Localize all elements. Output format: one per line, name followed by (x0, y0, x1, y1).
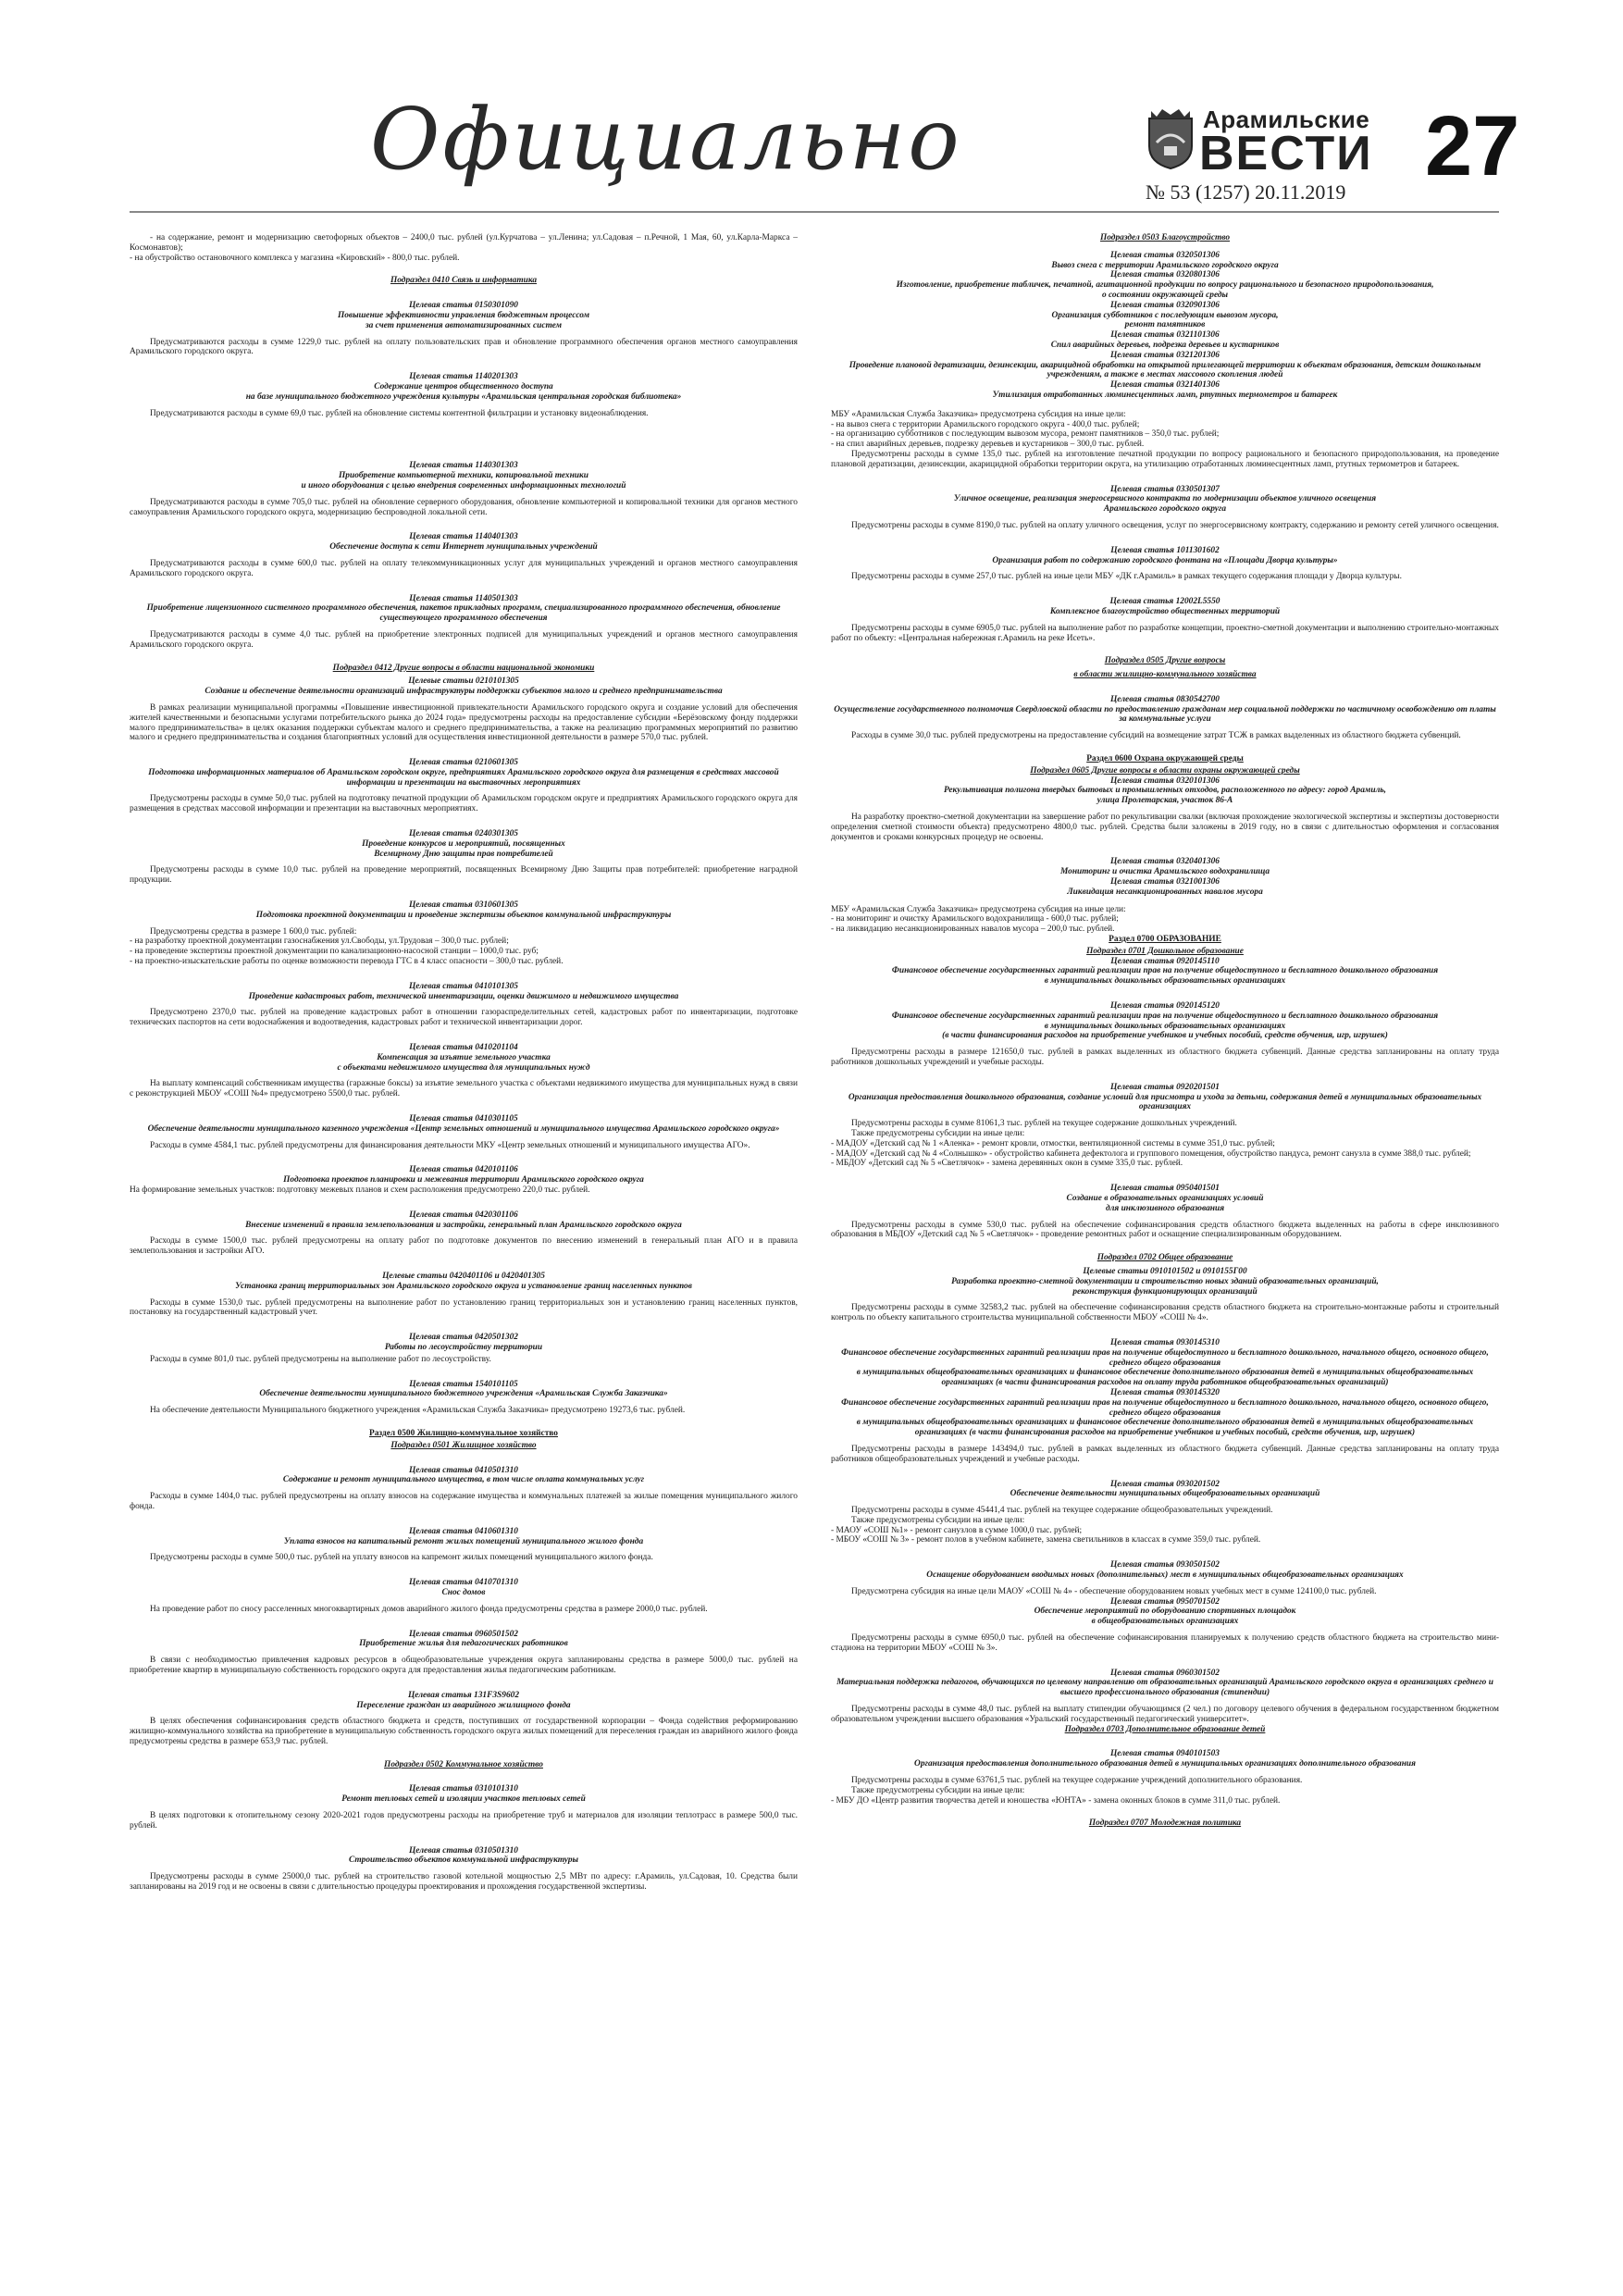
article-description: в муниципальных дошкольных образовательных организациях (1044, 1021, 1286, 1031)
article-description: в муниципальных дошкольных образовательных организациях (1044, 976, 1286, 987)
target-article: Целевая статья 0960501502 (409, 1629, 518, 1639)
article-description: Осуществление государственного полномочия Свердловской области по предоставлению гражданам мер социальной поддержки по частичному освобождению от платы за коммунальные услуги (834, 704, 1496, 725)
paragraph: Расходы в сумме 4584,1 тыс. рублей предусмотрены для финансирования деятельности МКУ «Центр земельных отношений и муниципального имущества АГО». (150, 1140, 750, 1150)
paragraph: На выплату компенсаций собственникам имущества (гаражные боксы) за изъятие земельного участка с объектами недвижимого имущества для муниципальных нужд в связи с реконструкцией МБОУ «СОШ №4» предусмотрено 5500,0 тыс. рублей. (130, 1079, 798, 1099)
paragraph: Также предусмотрены субсидии на иные цели: (851, 1785, 1025, 1795)
paragraph: Предусматриваются расходы в сумме 705,0 тыс. рублей на обновление серверного оборудования, обновление компьютерной и копировальной техники для органов местного самоуправления Арамильского городского округа, модернизацию беспроводной локальной сети. (130, 497, 798, 517)
article-description: Организация работ по содержанию городского фонтана на «Площади Дворца культуры» (992, 555, 1338, 565)
article-description: Переселение граждан из аварийного жилищного фонда (356, 1700, 571, 1710)
list-item: - на организацию субботников с последующим вывозом мусора, ремонт памятников – 350,0 тыс. рублей; (831, 429, 1220, 440)
article-description: Подготовка проектной документации и проведение экспертизы объектов коммунальной инфраструктуры (255, 910, 672, 920)
right-column (831, 233, 1499, 1832)
article-description: Повышение эффективности управления бюджетным процессом (337, 310, 590, 320)
list-item: - МБУ ДО «Центр развития творчества детей и юношества «ЮНТА» - замена оконных блоков в сумме 311,0 тыс. рублей. (831, 1795, 1281, 1806)
target-article: Целевая статья 0930145310 (1110, 1337, 1220, 1347)
paragraph: Предусмотрены расходы в сумме 257,0 тыс. рублей на иные цели МБУ «ДК г.Арамиль» в рамках текущего содержания площади у Дворца культуры. (851, 572, 1402, 582)
subsection-heading: Подраздел 0505 Другие вопросы (1104, 656, 1226, 666)
paragraph: Расходы в сумме 1500,0 тыс. рублей предусмотрены на оплату работ по подготовке документов по внесению изменений в генеральный план АГО и в правила землепользования и застройки АГО. (130, 1236, 798, 1257)
article-description: Обеспечение деятельности муниципальных общеобразовательных организаций (1010, 1489, 1320, 1499)
target-article: Целевая статья 0321101306 (1110, 330, 1220, 341)
subsection-heading: Подраздел 0707 Молодежная политика (1088, 1818, 1242, 1829)
article-description: Создание в образовательных организациях условий (1066, 1193, 1264, 1203)
article-description: Приобретение жилья для педагогических работников (359, 1639, 568, 1649)
paragraph: Предусматриваются расходы в сумме 4,0 тыс. рублей на приобретение электронных подписей для муниципальных учреждений и органов местного самоуправления Арамильского городского округа. (130, 629, 798, 650)
target-article: Целевая статья 0320901306 (1110, 300, 1220, 310)
target-article: Целевая статья 1140201303 (409, 372, 518, 382)
subsection-heading: Подраздел 0703 Дополнительное образование детей (1064, 1724, 1266, 1734)
page-number: 27 (1425, 99, 1520, 193)
article-description: Строительство объектов коммунальной инфраструктуры (348, 1855, 579, 1866)
target-article: Целевая статья 0410701310 (409, 1578, 518, 1588)
target-article: Целевая статья 0410501310 (409, 1465, 518, 1475)
target-article: Целевая статья 0420501302 (409, 1333, 518, 1343)
article-description: Утилизация отработанных люминесцентных ламп, ртутных термометров и батареек (992, 390, 1338, 400)
paragraph: На обеспечение деятельности Муниципального бюджетного учреждения «Арамильская Служба Заказчика» предусмотрено 19273,6 тыс. рублей. (150, 1406, 686, 1416)
target-article: Целевая статья 0940101503 (1110, 1749, 1220, 1759)
subsection-heading: Подраздел 0702 Общее образование (1096, 1253, 1233, 1263)
target-article: Целевая статья 0310601305 (409, 900, 518, 911)
article-description: Работы по лесоустройству территории (384, 1342, 543, 1352)
target-article: Целевая статья 0321401306 (1110, 380, 1220, 391)
target-article: Целевая статья 0420101106 (409, 1165, 518, 1175)
target-article: Целевая статья 0920145120 (1110, 1001, 1220, 1011)
paragraph: Предусматриваются расходы в сумме 69,0 тыс. рублей на обновление системы контентной фильтрации и установку видеонаблюдения. (150, 408, 649, 418)
subsection-heading: Подраздел 0701 Дошкольное образование (1086, 946, 1244, 956)
article-description: Финансовое обеспечение государственных гарантий реализации прав на получение общедоступного и бесплатного дошкольного образования (891, 1011, 1439, 1021)
article-description: Комплексное благоустройство общественных территорий (1049, 606, 1281, 616)
article-description: Ремонт тепловых сетей и изоляции участков тепловых сетей (341, 1794, 586, 1805)
section-heading: Раздел 0500 Жилищно-коммунальное хозяйство (368, 1428, 558, 1438)
article-description: Рекультивация полигона твердых бытовых и промышленных отходов, расположенного по адресу: город Арамиль, (943, 786, 1387, 796)
paragraph: МБУ «Арамильская Служба Заказчика» предусмотрена субсидия на иные цели: (831, 409, 1126, 419)
article-description: Всемирному Дню защиты прав потребителей (374, 849, 553, 859)
target-article: Целевая статья 0320101306 (1110, 776, 1220, 786)
target-article: Целевая статья 12002L5550 (1109, 597, 1220, 607)
article-description: Финансовое обеспечение государственных гарантий реализации прав на получение общедоступного и бесплатного дошкольного, начального общего, основного общего, среднего общего образования (841, 1397, 1489, 1418)
subsection-heading: Подраздел 0605 Другие вопросы в области охраны окружающей среды (1030, 765, 1300, 776)
paragraph: Предусмотрены расходы в сумме 63761,5 тыс. рублей на текущее содержание учреждений дополнительного образования. (851, 1776, 1303, 1786)
paragraph: Предусмотрены расходы в размере 143494,0 тыс. рублей в рамках выделенных из областного бюджета субвенций. Данные средства запланированы на оплату труда работников общеобразовательных учреждений и учебные расходы. (831, 1444, 1499, 1464)
list-item: - МАДОУ «Детский сад № 1 «Аленка» - ремонт кровли, отмостки, вентиляционной системы в сумме 351,0 тыс. рублей; (831, 1138, 1275, 1148)
target-article: Целевая статья 0950401501 (1110, 1184, 1220, 1194)
subsection-heading: Подраздел 0501 Жилищное хозяйство (390, 1440, 537, 1450)
target-article: Целевые статьи 0210101305 (408, 676, 519, 687)
article-description: Внесение изменений в правила землепользования и застройки, генеральный план Арамильского городского округа (245, 1220, 682, 1230)
article-description: Приобретение компьютерной техники, копировальной техники (339, 471, 588, 481)
paragraph: Предусмотрены расходы в сумме 6950,0 тыс. рублей на обеспечение софинансирования планируемых к получению средств областного бюджета на строительство мини-стадиона на территории МБОУ «СОШ № 3». (831, 1633, 1499, 1653)
paragraph: Предусмотрены средства в размере 1 600,0 тыс. рублей: (150, 926, 357, 937)
paragraph: Предусматриваются расходы в сумме 1229,0 тыс. рублей на оплату пользовательских прав и обновление программного обеспечения органов местного самоуправления Арамильского городского округа. (130, 337, 798, 357)
article-description: Содержание и ремонт муниципального имущества, в том числе оплата коммунальных услуг (282, 1475, 645, 1485)
paragraph: Предусмотрены расходы в сумме 6905,0 тыс. рублей на выполнение работ по разработке концепции, проектно-сметной документации и выполнению строительно-монтажных работ по объекту: «Центральная набережная г.Арамиль на реке Исеть». (831, 623, 1499, 643)
target-article: Целевая статья 131F3S9602 (407, 1690, 520, 1700)
target-article: Целевая статья 1011301602 (1110, 545, 1220, 555)
article-description: Уплата взносов на капитальный ремонт жилых помещений муниципального жилого фонда (283, 1536, 644, 1546)
article-description: Спил аварийных деревьев, подрезка деревьев и кустарников (1050, 340, 1280, 350)
article-description: Организация предоставления дошкольного образования, создание условий для присмотра и ухода за детьми, содержания детей в муниципальных образовательных организациях (848, 1092, 1482, 1112)
section-heading: Раздел 0600 Охрана окружающей среды (1086, 754, 1244, 764)
paragraph: Предусматриваются расходы в сумме 600,0 тыс. рублей на оплату телекоммуникационных услуг для муниципальных учреждений и органов местного самоуправления Арамильского городского округа. (130, 558, 798, 578)
paragraph: В связи с необходимостью привлечения кадровых ресурсов в общеобразовательные учреждения округа запланированы средства в размере 5000,0 тыс. рублей на приобретение квартир в муниципальную собственность городского округа для предоставления жилья педагогическим работникам. (130, 1656, 798, 1675)
paragraph: Предусмотрены расходы в сумме 530,0 тыс. рублей на обеспечение софинансирования средств областного бюджета выделенных на работы в сфере инклюзивного образования в МБДОУ «Детский сад № 5 «Светлячок» - проведение ремонтных работ и оснащение специализированным оборудованием. (831, 1220, 1499, 1240)
target-article: Целевая статья 0420301106 (409, 1210, 518, 1220)
article-description: Обеспечение доступа к сети Интернет муниципальных учреждений (329, 542, 598, 552)
list-item: - на мониторинг и очистку Арамильского водохранилища - 600,0 тыс. рублей; (831, 914, 1119, 925)
subsection-heading: в области жилищно-коммунального хозяйства (1073, 670, 1257, 680)
coat-of-arms-icon (1146, 105, 1196, 170)
article-description: Вывоз снега с территории Арамильского городского округа (1051, 260, 1279, 270)
target-article: Целевая статья 1140301303 (409, 461, 518, 471)
target-article: Целевая статья 0410301105 (409, 1114, 518, 1124)
target-article: Целевая статья 0950701502 (1110, 1596, 1220, 1607)
target-article: Целевая статья 0830542700 (1110, 694, 1220, 704)
target-article: Целевая статья 0321201306 (1110, 350, 1220, 360)
article-description: реконструкция функционирующих организаций (1072, 1286, 1258, 1297)
paragraph: Расходы в сумме 1530,0 тыс. рублей предусмотрены на выполнение работ по установлению границ территориальных зон и установлению границ населенных пунктов, постановку на государственный кадастровый учет. (130, 1297, 798, 1318)
list-item: - МАОУ «СОШ №1» - ремонт санузлов в сумме 1000,0 тыс. рублей; (831, 1525, 1083, 1535)
list-item: - МАДОУ «Детский сад № 4 «Солнышко» - обустройство кабинета дефектолога и группового помещения, обустройство пандуса, ремонт санузла в сумме 388,0 тыс. рублей; (831, 1148, 1471, 1159)
masthead (0, 0, 1623, 231)
list-item: - на разработку проектной документации газоснабжения ул.Свободы, ул.Трудовая – 300,0 тыс. рублей; (130, 937, 509, 947)
target-article: Целевая статья 0310101310 (409, 1784, 518, 1794)
list-item: - на проведение экспертизы проектной документации по канализационно-насосной станции – 1000,0 тыс. руб; (130, 947, 539, 957)
article-description: и иного оборудования с целью внедрения современных информационных технологий (301, 480, 626, 490)
list-item: - МБДОУ «Детский сад № 5 «Светлячок» - замена деревянных окон в сумме 335,0 тыс. рублей. (831, 1159, 1183, 1169)
article-description: Обеспечение деятельности муниципального бюджетного учреждения «Арамильская Служба Заказчика» (259, 1389, 668, 1399)
list-item: - на вывоз снега с территории Арамильского городского округа - 400,0 тыс. рублей; (831, 419, 1140, 429)
target-article: Целевая статья 0410101305 (409, 981, 518, 991)
paragraph: Расходы в сумме 30,0 тыс. рублей предусмотрены на предоставление субсидий на возмещение затрат ТСЖ в рамках выделенных из областного бюджета субвенций. (851, 731, 1461, 741)
paragraph: Предусмотрены расходы в сумме 81061,3 тыс. рублей на текущее содержание дошкольных учреждений. (851, 1119, 1237, 1129)
subsection-heading: Подраздел 0502 Коммунальное хозяйство (384, 1759, 543, 1769)
subsection-heading: Подраздел 0412 Другие вопросы в области национальной экономики (332, 663, 595, 673)
issue-info: № 53 (1257) 20.11.2019 (1146, 180, 1346, 204)
list-item: - на спил аварийных деревьев, подрезку деревьев и кустарников – 300,0 тыс. рублей. (831, 440, 1145, 450)
paragraph: Предусмотрены расходы в сумме 50,0 тыс. рублей на подготовку печатной продукции об Арамильском городском округе и предприятиях Арамильского городского округа для размещения в средствах массовой информации и презентации на выставочных мероприятиях. (130, 794, 798, 814)
paragraph: Предусмотрены расходы в сумме 500,0 тыс. рублей на уплату взносов на капремонт жилых помещений муниципального жилого фонда. (150, 1553, 653, 1563)
target-article: Целевая статья 0320801306 (1110, 270, 1220, 280)
article-description: Мониторинг и очистка Арамильского водохранилища (1059, 867, 1270, 877)
article-description: Установка границ территориальных зон Арамильского городского округа и установление границ населенных пунктов (235, 1281, 692, 1291)
article-description: Оснащение оборудованием вводимых новых (дополнительных) мест в муниципальных общеобразовательных организациях (926, 1570, 1404, 1581)
paragraph: Предусмотрены расходы в размере 121650,0 тыс. рублей в рамках выделенных из областного бюджета субвенций. Данные средства запланированы на оплату труда работников дошкольных учреждений и учебные расходы. (831, 1048, 1499, 1067)
paragraph: - на содержание, ремонт и модернизацию светофорных объектов – 2400,0 тыс. рублей (ул.Курчатова – ул.Ленина; ул.Садовая – п.Речной, 1 Мая, 60, ул.Карла-Маркса – Космонавтов); (130, 233, 798, 253)
left-column (130, 233, 798, 1893)
paragraph: На проведение работ по сносу расселенных многоквартирных домов аварийного жилого фонда предусмотрены средства в размере 2000,0 тыс. рублей. (150, 1604, 708, 1614)
target-article: Целевая статья 0930501502 (1110, 1560, 1220, 1570)
article-description: о состоянии окружающей среды (1101, 290, 1229, 300)
article-description: ремонт памятников (1124, 320, 1206, 330)
target-article: Целевая статья 0320401306 (1110, 857, 1220, 867)
paragraph: На разработку проектно-сметной документации на завершение работ по рекультивации свалки (включая прохождение экологической экспертизы и экспертизы достоверности определения сметной стоимости объекта) предусмотрено 4800,0 тыс. рублей. Средства были заложены в 2019 году, но в связи с длительностью оформления и согласования документов и сроками конкурсных процедур не освоены. (831, 813, 1499, 842)
target-article: Целевая статья 0321001306 (1110, 877, 1220, 887)
target-article: Целевая статья 0930145320 (1110, 1387, 1220, 1397)
list-item: - на обустройство остановочного комплекса у магазина «Кировский» - 800,0 тыс. рублей. (130, 253, 460, 263)
paragraph: В целях обеспечения софинансирования средств областного бюджета и средств, поступивших от государственной корпорации – Фонда содействия реформированию жилищно-коммунального хозяйства на приобретение в муниципальную собственность городского округа жилых помещений для переселения граждан из аварийного жилого фонда предусмотрены средства в размере 653,9 тыс. рублей. (130, 1717, 798, 1746)
target-article: Целевые статьи 0420401106 и 0420401305 (382, 1271, 545, 1281)
target-article: Целевая статья 1540101105 (409, 1379, 518, 1389)
article-description: Подготовка проектов планировки и межевания территории Арамильского городского округа (283, 1175, 644, 1185)
target-article: Целевая статья 0960301502 (1110, 1668, 1220, 1678)
article-description: в муниципальных общеобразовательных организациях и финансовое обеспечение дополнительного образования детей в муниципальных общеобразовательных организациях (в части финансирования расходов на оплату труда работников общеобразовательных организаций) (856, 1368, 1474, 1388)
paragraph: В рамках реализации муниципальной программы «Повышение инвестиционной привлекательности Арамильского городского округа и создание условий для обеспечения жителей качественными и безопасными услугами потребительского рынка до 2024 года» предусмотрены расходы на предоставление субсидии «Берёзовскому фонду поддержки малого предпринимательства» в целях оказания поддержки субъектам малого и среднего предпринимательства, а также на реализацию программных мероприятий по развитию малого и среднего предпринимательства и создания благоприятных условий для осуществления инвестиционной деятельности в размере 570,0 тыс. рублей. (130, 702, 798, 743)
target-article: Целевые статьи 0910101502 и 0910155Г00 (1083, 1266, 1247, 1276)
target-article: Целевая статья 0920145110 (1110, 956, 1220, 966)
article-description: Компенсация за изъятие земельного участка (377, 1052, 551, 1062)
paragraph: Предусмотрены расходы в сумме 135,0 тыс. рублей на изготовление печатной продукции по вопросу рационального и безопасного природопользования, на проведение плановой дератизации, дезинсекции, акарицидной обработки территории округа, на утилизацию отработанных люминесцентных ламп, ртутных термометров и батареек. (831, 449, 1499, 469)
article-description: Проведение конкурсов и мероприятий, посвященных (362, 838, 565, 849)
paragraph: Предусмотрены расходы в сумме 25000,0 тыс. рублей на строительство газовой котельной мощностью 2,5 МВт по адресу: г.Арамиль, ул.Садовая, 10. Средства были запланированы на 2019 год и не освоены в связи с длительностью процедуры проектирования и прохождения государственной экспертизы. (130, 1872, 798, 1893)
paragraph: Также предусмотрены субсидии на иные цели: (851, 1128, 1025, 1138)
paragraph: Предусмотрена субсидия на иные цели МАОУ «СОШ № 4» - обеспечение оборудованием новых учебных мест в сумме 124100,0 тыс. рублей. (851, 1586, 1377, 1596)
article-description: Организация предоставления дополнительного образования детей в муниципальных организациях дополнительного образования (914, 1759, 1416, 1769)
list-item: - МБОУ «СОШ № 3» - ремонт полов в учебном кабинете, замена светильников в классах в сумме 359,0 тыс. рублей. (831, 1535, 1261, 1545)
subsection-heading: Подраздел 0503 Благоустройство (1099, 233, 1231, 242)
paragraph: Предусмотрено 2370,0 тыс. рублей на проведение кадастровых работ в отношении газораспределительных сетей, кадастровых работ по инвентаризации, подготовке технических паспортов на сети водоснабжения и водоотведения, кадастровых работ и технической инвентаризации дорог. (130, 1008, 798, 1028)
target-article: Целевая статья 0410601310 (409, 1526, 518, 1536)
article-description: Создание и обеспечение деятельности организаций инфраструктуры поддержки субъектов малого и среднего предпринимательства (204, 687, 723, 697)
section-heading: Раздел 0700 ОБРАЗОВАНИЕ (1109, 935, 1221, 945)
article-description: улица Пролетарская, участок 86-А (1096, 796, 1233, 806)
article-description: с объектами недвижимого имущества для муниципальных нужд (337, 1062, 590, 1073)
paragraph: На формирование земельных участков: подготовку межевых планов и схем расположения предусмотрено 220,0 тыс. рублей. (130, 1185, 590, 1195)
paragraph: В целях подготовки к отопительному сезону 2020-2021 годов предусмотрены расходы на приобретение труб и материалов для изоляции теплотрасс в размере 500,0 тыс. рублей. (130, 1811, 798, 1831)
section-title: Официально (370, 90, 962, 189)
article-description: Материальная поддержка педагогов, обучающихся по целевому направлению от образовательных организаций Арамильского городского округа в организациях среднего и высшего профессионального образования (стипендии) (836, 1678, 1493, 1698)
article-description: Уличное освещение, реализация энергосервисного контракта по модернизации объектов уличного освещения (953, 494, 1377, 504)
target-article: Целевая статья 0210601305 (409, 758, 518, 768)
article-description: Изготовление, приобретение табличек, печатной, агитационной продукции по вопросу рационального и безопасного природопользования, (896, 280, 1434, 291)
target-article: Целевая статья 1140501303 (409, 593, 518, 603)
article-description: Подготовка информационных материалов об Арамильском городском округе, предприятиях Арамильского городского округа для размещения в средствах массовой информации и презентации на выставочных мероприятиях (148, 767, 779, 788)
article-description: Проведение кадастровых работ, технической инвентаризации, оценки движимого и недвижимого имущества (248, 991, 679, 1001)
paragraph: МБУ «Арамильская Служба Заказчика» предусмотрена субсидия на иные цели: (831, 904, 1126, 914)
target-article: Целевая статья 0310501310 (409, 1845, 518, 1855)
paragraph: Предусмотрены расходы в сумме 8190,0 тыс. рублей на оплату уличного освещения, услуг по энергосервисному контракту, содержанию и ремонту сетей уличного освещения. (851, 520, 1499, 530)
paragraph: Предусмотрены расходы в сумме 45441,4 тыс. рублей на текущее содержание общеобразовательных учреждений. (851, 1506, 1273, 1516)
article-description: Обеспечение деятельности муниципального казенного учреждения «Центр земельных отношений и муниципального имущества Арамильского городского округа» (147, 1123, 780, 1134)
article-description: Разработка проектно-сметной документации и строительство новых зданий образовательных организаций, (951, 1276, 1379, 1286)
list-item: - на ликвидацию несанкционированных навалов мусора – 200,0 тыс. рублей. (831, 925, 1115, 935)
header-rule (130, 211, 1499, 213)
paragraph: Предусмотрены расходы в сумме 32583,2 тыс. рублей на обеспечение софинансирования средств областного бюджета на строительно-монтажные работы и строительный контроль по объекту капитального строительства муниципальной собственности МБОУ «СОШ № 4». (831, 1303, 1499, 1323)
target-article: Целевая статья 0240301305 (409, 829, 518, 839)
article-description: Снос домов (441, 1587, 486, 1597)
article-description: Обеспечение мероприятий по оборудованию спортивных площадок (1034, 1607, 1296, 1617)
article-description: Содержание центров общественного доступа (374, 381, 553, 391)
article-description: в муниципальных общеобразовательных организациях и финансовое обеспечение дополнительного образования детей в муниципальных общеобразовательных организациях (в части финансирования расходов на приобретение учебников и учебных пособий, средств обучения, игр, игрушек) (856, 1418, 1474, 1438)
list-item: - на проектно-изыскательские работы по оценке возможности перевода ГТС в 4 класс опасности – 300,0 тыс. рублей. (130, 957, 564, 967)
article-description: для инклюзивного образования (1105, 1203, 1225, 1213)
article-description: Финансовое обеспечение государственных гарантий реализации прав на получение общедоступного и бесплатного дошкольного образования (891, 966, 1439, 976)
target-article: Целевая статья 0330501307 (1110, 484, 1220, 494)
article-description: Проведение плановой дератизации, дезинсекции, акарицидной обработки на открытой прилегающей территории к объектам образования, детским дошкольным учреждениям, а также в местах массового скопления людей (849, 360, 1481, 380)
article-description: Приобретение лицензионного системного программного обеспечения, пакетов прикладных программ, специализированного программного обеспечения, обновление существующего программного обеспечения (146, 603, 781, 624)
logo-main-text: ВЕСТИ (1199, 127, 1373, 180)
paragraph: Также предусмотрены субсидии на иные цели: (851, 1515, 1025, 1525)
target-article: Целевая статья 0150301090 (409, 301, 518, 311)
article-description: Арамильского городского округа (1103, 504, 1227, 515)
paragraph: Предусмотрены расходы в сумме 10,0 тыс. рублей на проведение мероприятий, посвященных Всемирному Дню Защиты прав потребителей: приобретение наградной продукции. (130, 865, 798, 886)
target-article: Целевая статья 1140401303 (409, 532, 518, 542)
article-description: за счет применения автоматизированных систем (365, 320, 563, 330)
article-description: Финансовое обеспечение государственных гарантий реализации прав на получение общедоступного и бесплатного дошкольного, начального общего, основного общего, среднего общего образования (841, 1347, 1489, 1368)
paragraph: Расходы в сумме 1404,0 тыс. рублей предусмотрены на оплату взносов на содержание имущества и коммунальных платежей за жилые помещения муниципального жилого фонда. (130, 1492, 798, 1511)
article-description: в общеобразовательных организациях (1091, 1617, 1239, 1627)
article-description: на базе муниципального бюджетного учреждения культуры «Арамильская центральная городская библиотека» (245, 391, 682, 402)
target-article: Целевая статья 0410201104 (409, 1043, 518, 1053)
target-article: Целевая статья 0930201502 (1110, 1479, 1220, 1489)
target-article: Целевая статья 0320501306 (1110, 250, 1220, 260)
article-description: Организация субботников с последующим вывозом мусора, (1051, 310, 1279, 320)
target-article: Целевая статья 0920201501 (1110, 1082, 1220, 1092)
article-description: (в части финансирования расходов на приобретение учебников и учебных пособий, средств обучения, игр, игрушек) (942, 1031, 1388, 1041)
logo-top-text: Арамильские (1203, 105, 1370, 133)
subsection-heading: Подраздел 0410 Связь и информатика (390, 276, 538, 286)
article-description: Ликвидация несанкционированных навалов мусора (1067, 887, 1263, 897)
paragraph: Предусмотрены расходы в сумме 48,0 тыс. рублей на выплату стипендии обучающимся (2 чел.) по договору целевого обучения в федеральном государственном бюджетном образовательном учреждении высшего образования «Уральский государственный педагогический университет». (831, 1705, 1499, 1724)
paragraph: Расходы в сумме 801,0 тыс. рублей предусмотрены на выполнение работ по лесоустройству. (150, 1354, 491, 1364)
